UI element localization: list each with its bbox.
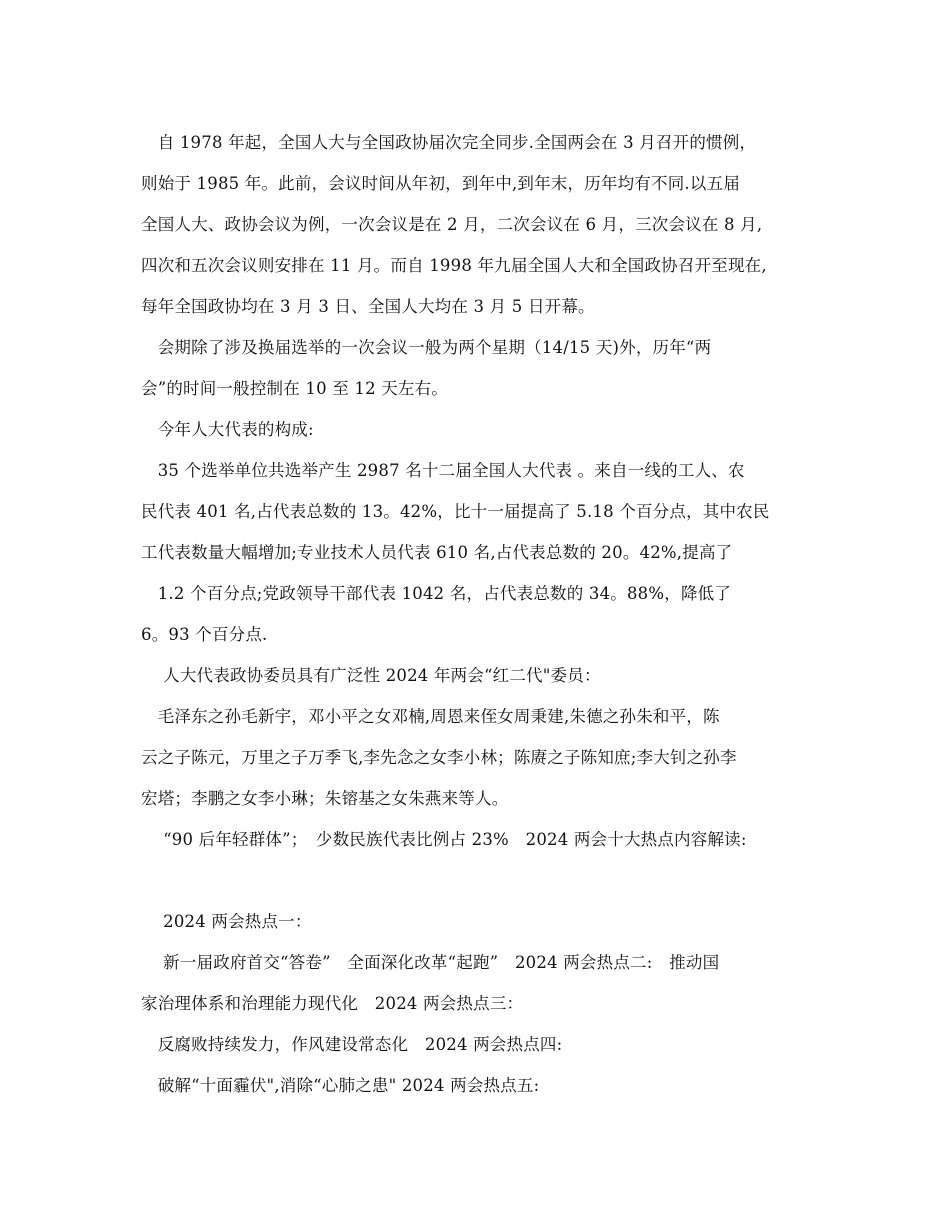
text-line: 工代表数量大幅增加;专业技术人员代表 610 名,占代表总数的 20。42%,提高了 [141, 543, 733, 562]
text-line: 2024 两会热点一： [141, 912, 312, 931]
text-line: 自 1978 年起，全国人大与全国政协届次完全同步.全国两会在 3 月召开的惯例， [141, 133, 757, 152]
text-line: 破解“十面霾伏",消除“心肺之患" 2024 两会热点五: [141, 1076, 540, 1095]
text-line: 全国人大、政协会议为例，一次会议是在 2 月，二次会议在 6 月，三次会议在 8 月, [141, 215, 763, 234]
text-line: 反腐败持续发力，作风建设常态化 2024 两会热点四: [141, 1035, 563, 1054]
text-line: 民代表 401 名,占代表总数的 13。42%，比十一届提高了 5.18 个百分点，其中农民 [141, 502, 770, 521]
text-line: 1.2 个百分点;党政领导干部代表 1042 名，占代表总数的 34。88%，降低了 [141, 584, 732, 603]
text-line: 毛泽东之孙毛新宇，邓小平之女邓楠,周恩来侄女周秉建,朱德之孙朱和平，陈 [141, 707, 720, 726]
text-line: 宏塔；李鹏之女李小琳；朱镕基之女朱燕来等人。 [141, 789, 509, 808]
text-line: 6。93 个百分点. [141, 625, 268, 644]
text-line: 新一届政府首交“答卷” 全面深化改革“起跑” 2024 两会热点二: 推动国 [141, 953, 720, 972]
text-line: 四次和五次会议则安排在 11 月。而自 1998 年九届全国人大和全国政协召开至现在, [141, 256, 767, 275]
text-line: 云之子陈元，万里之子万季飞,李先念之女李小林；陈赓之子陈知庶;李大钊之孙李 [141, 748, 737, 767]
text-line: 人大代表政协委员具有广泛性 2024 年两会“红二代"委员： [141, 666, 601, 685]
text-line: 家治理体系和治理能力现代化 2024 两会热点三： [141, 994, 524, 1013]
text-line: 会期除了涉及换届选举的一次会议一般为两个星期（14/15 天)外，历年“两 [141, 338, 712, 357]
text-line: 每年全国政协均在 3 月 3 日、全国人大均在 3 月 5 日开幕。 [141, 297, 595, 316]
text-line: 则始于 1985 年。此前，会议时间从年初，到年中,到年末，历年均有不同.以五届 [141, 174, 740, 193]
text-line: 35 个选举单位共选举产生 2987 名十二届全国人大代表 。来自一线的工人、农 [141, 461, 745, 480]
text-line: “90 后年轻群体”； 少数民族代表比例占 23% 2024 两会十大热点内容解读: [141, 830, 747, 849]
text-line: 今年人大代表的构成: [141, 420, 314, 439]
text-line: 会”的时间一般控制在 10 至 12 天左右。 [141, 379, 449, 398]
